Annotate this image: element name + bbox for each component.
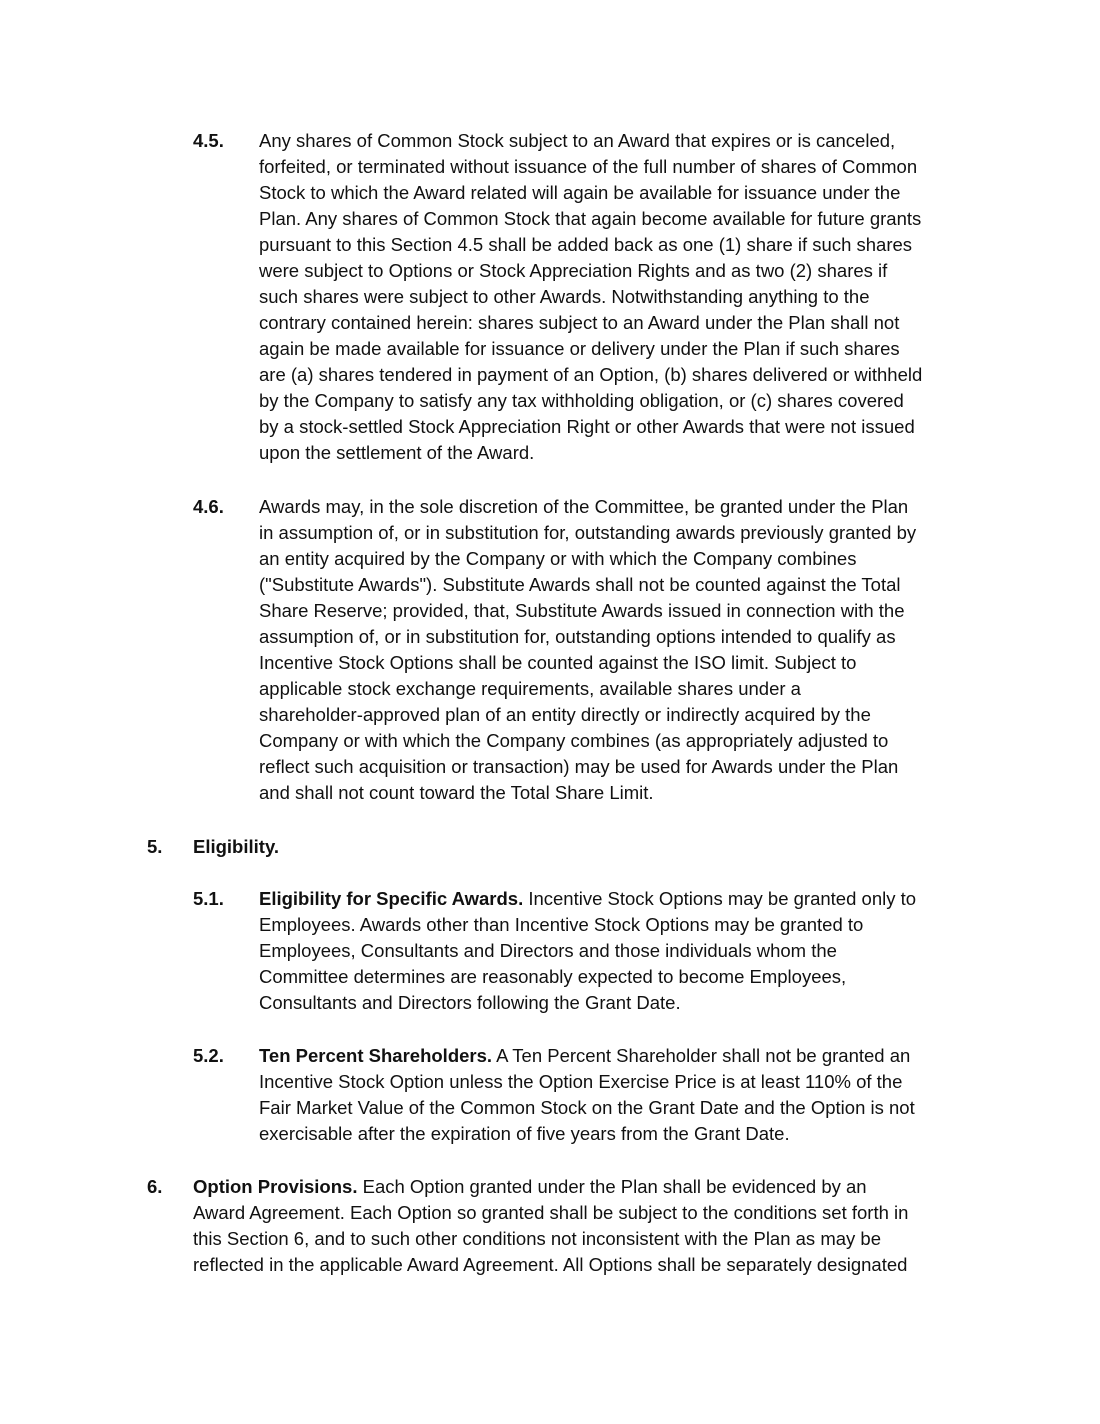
text-line: this Section 6, and to such other conditions not inconsistent with the Plan as may be — [193, 1228, 881, 1249]
text-line: Committee determines are reasonably expected to become Employees, — [259, 966, 847, 987]
text-line: Plan. Any shares of Common Stock that again become available for future grants — [259, 208, 922, 229]
section-heading: Eligibility for Specific Awards. — [259, 888, 524, 909]
section-lines — [193, 1200, 908, 1278]
text-line: upon the settlement of the Award. — [259, 442, 535, 463]
text-line: Consultants and Directors following the Grant Date. — [259, 992, 681, 1013]
text-line: an entity acquired by the Company or with which the Company combines — [259, 548, 857, 569]
text-line: Awards may, in the sole discretion of the Committee, be granted under the Plan — [259, 496, 909, 517]
text-line: by a stock-settled Stock Appreciation Right or other Awards that were not issued — [259, 416, 915, 437]
section-title: Eligibility. — [193, 836, 279, 857]
section-number: 5.2. — [193, 1045, 224, 1066]
text-line: were subject to Options or Stock Appreciation Rights and as two (2) shares if — [259, 260, 888, 281]
section-body — [259, 886, 916, 1016]
text-line: shareholder-approved plan of an entity directly or indirectly acquired by the — [259, 704, 871, 725]
text-line: Employees, Consultants and Directors and those individuals whom the — [259, 940, 837, 961]
text-line: again be made available for issuance or delivery under the Plan if such shares — [259, 338, 900, 359]
section-body — [259, 1043, 915, 1147]
text-line: are (a) shares tendered in payment of an Option, (b) shares delivered or withheld — [259, 364, 923, 385]
section-text: Incentive Stock Options may be granted only to — [523, 888, 917, 909]
text-line: Any shares of Common Stock subject to an Award that expires or is canceled, — [259, 130, 896, 151]
text-line: assumption of, or in substitution for, outstanding options intended to qualify as — [259, 626, 896, 647]
text-line: such shares were subject to other Awards. Notwithstanding anything to the — [259, 286, 870, 307]
text-line: Stock to which the Award related will again be available for issuance under the — [259, 182, 901, 203]
text-line: Fair Market Value of the Common Stock on the Grant Date and the Option is not — [259, 1097, 915, 1118]
text-line: Share Reserve; provided, that, Substitute Awards issued in connection with the — [259, 600, 905, 621]
section-text: Each Option granted under the Plan shall be evidenced by an — [357, 1176, 867, 1197]
section-number: 5.1. — [193, 888, 224, 909]
section-body — [259, 494, 916, 806]
text-line: forfeited, or terminated without issuance of the full number of shares of Common — [259, 156, 918, 177]
text-line: contrary contained herein: shares subject to an Award under the Plan shall not — [259, 312, 900, 333]
text-line: Award Agreement. Each Option so granted shall be subject to the conditions set forth in — [193, 1202, 909, 1223]
text-line: reflect such acquisition or transaction) may be used for Awards under the Plan — [259, 756, 899, 777]
text-line: and shall not count toward the Total Share Limit. — [259, 782, 654, 803]
text-line: reflected in the applicable Award Agreement. All Options shall be separately designated — [193, 1254, 908, 1275]
text-line: Employees. Awards other than Incentive Stock Options may be granted to — [259, 914, 864, 935]
section-lines — [259, 912, 916, 1016]
text-line: Incentive Stock Options shall be counted against the ISO limit. Subject to — [259, 652, 857, 673]
text-line: applicable stock exchange requirements, available shares under a — [259, 678, 801, 699]
text-line: ("Substitute Awards"). Substitute Awards shall not be counted against the Total — [259, 574, 901, 595]
section-number: 6. — [147, 1176, 163, 1197]
section-lines — [259, 1069, 915, 1147]
text-line: pursuant to this Section 4.5 shall be added back as one (1) share if such shares — [259, 234, 913, 255]
text-line: in assumption of, or in substitution for, outstanding awards previously granted by — [259, 522, 917, 543]
section-heading: Ten Percent Shareholders. — [259, 1045, 493, 1066]
section-text: A Ten Percent Shareholder shall not be granted an — [492, 1045, 911, 1066]
text-line: exercisable after the expiration of five years from the Grant Date. — [259, 1123, 790, 1144]
section-number: 4.6. — [193, 496, 224, 517]
section-heading: Option Provisions. — [193, 1176, 358, 1197]
section-number: 5. — [147, 836, 163, 857]
section-body — [193, 1174, 908, 1278]
text-line: by the Company to satisfy any tax withholding obligation, or (c) shares covered — [259, 390, 904, 411]
section-number: 4.5. — [193, 130, 224, 151]
text-line: Incentive Stock Option unless the Option Exercise Price is at least 110% of the — [259, 1071, 903, 1092]
section-body — [259, 128, 922, 466]
text-line: Company or with which the Company combines (as appropriately adjusted to — [259, 730, 889, 751]
